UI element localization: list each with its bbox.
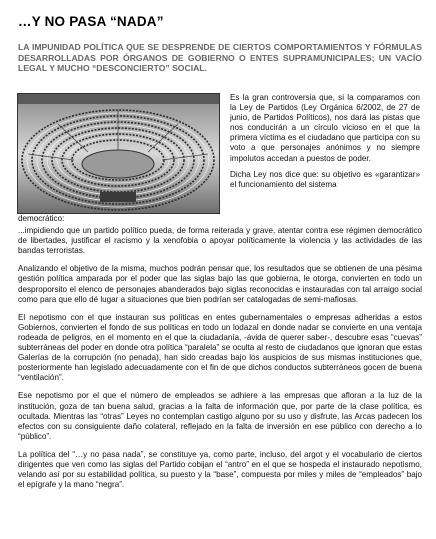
body-paragraph: La política del “…y no pasa nada”, se constituye ya, como parte, incluso, del argot y el vocabulario de ciertos dirigentes que ven como las siglas del Partido cobijan el “antro” en el que se hospeda el instaurado nepotismo, velando así por su estabilidad política, su puesto y la “base”, compuesta por miles y miles de “empleados” bajo el epígrafe y la mano “negra”. [18, 449, 422, 490]
body-paragraph: Ese nepotismo por el que el número de empleados se adhiere a las empresas que afloran a la luz de la institución, goza de tan buena salud, gracias a la falta de información que, por parte de la clase política, es ocultada. Mientras las “otras” Leyes no contemplan castigo alguno por su uso y disfrute, las Arcas padecen los efectos con su consiguiente daño colateral, reflejado en la falta de inversión en ese público con derecho a lo “público”. [18, 391, 422, 441]
intro-paragraph-law: Dicha Ley nos dice que: su objetivo es «garantizar» el funcionamiento del sistema [230, 169, 420, 189]
article-title: …Y NO PASA “NADA” [18, 14, 164, 29]
body-paragraph: Analizando el objetivo de la misma, muchos podrán pensar que, los resultados que se obtienen de una pésima gestión política amparada por el poder que las siglas bajo las que gobierna, le otorga, convierten en todo un desproporsito el elenco de personajes abanderados bajo siglas reconocidas e instauradas con tal arraigo social como para que ello dé lugar a situaciones que bien podrían ser catalogadas de semi-mafiosas. [18, 264, 422, 304]
article-body [18, 214, 422, 498]
body-paragraph: democrático: [18, 214, 65, 223]
intro-paragraph: Es la gran controversia que, si la comparamos con la Ley de Partidos (Ley Orgánica 6/2002, de 27 de junio, de Partidos Políticos), nos dará las pistas que nos conducirán a un círculo vicioso en el que la primera víctima es el ciudadano que participa con su voto a que personajes anónimos y no siempre impolutos accedan a puestos de poder. [230, 93, 420, 163]
parliament-hemicycle-photo [17, 93, 220, 214]
body-quote: ...impidiendo que un partido político pueda, de forma reiterada y grave, atentar contra ese régimen democrático de libertades, justificar el racismo y la xenofobia o apoyar políticamente la violencia y las actividades de las bandas terroristas. [18, 226, 422, 256]
intro-column [230, 93, 420, 196]
article-subtitle: LA IMPUNIDAD POLÍTICA QUE SE DESPRENDE DE CIERTOS COMPORTAMIENTOS Y FÓRMULAS DESARROLLADAS POR ÓRGANOS DE GOBIERNO O ENTES SUPRAMUNICIPALES; UN VACÍO LEGAL Y MUCHO “DESCONCIERTO” SOCIAL. [18, 42, 422, 74]
body-paragraph: El nepotismo con el que instauran sus políticas en entes gubernamentales o empresas adheridas a estos Gobiernos, convierten el fondo de sus políticas en todo un lodazal en donde nadar se convierte en una ventaja rodeada de peligros, en el momento en el que la ciudadanía, -ávida de querer saber-, descubre esas “cuevas” subterráneas del poder en donde otra política “paralela” se oculta al resto de ciudadanos que ignoran que estas Galerías de la corrupción (no penada), han sido creadas bajo los auspicios de sus mismas instituciones que, posteriormente han legislado adecuadamente con el fin de que dichos conductos subterráneos gocen de buena “ventilación”. [18, 312, 422, 383]
